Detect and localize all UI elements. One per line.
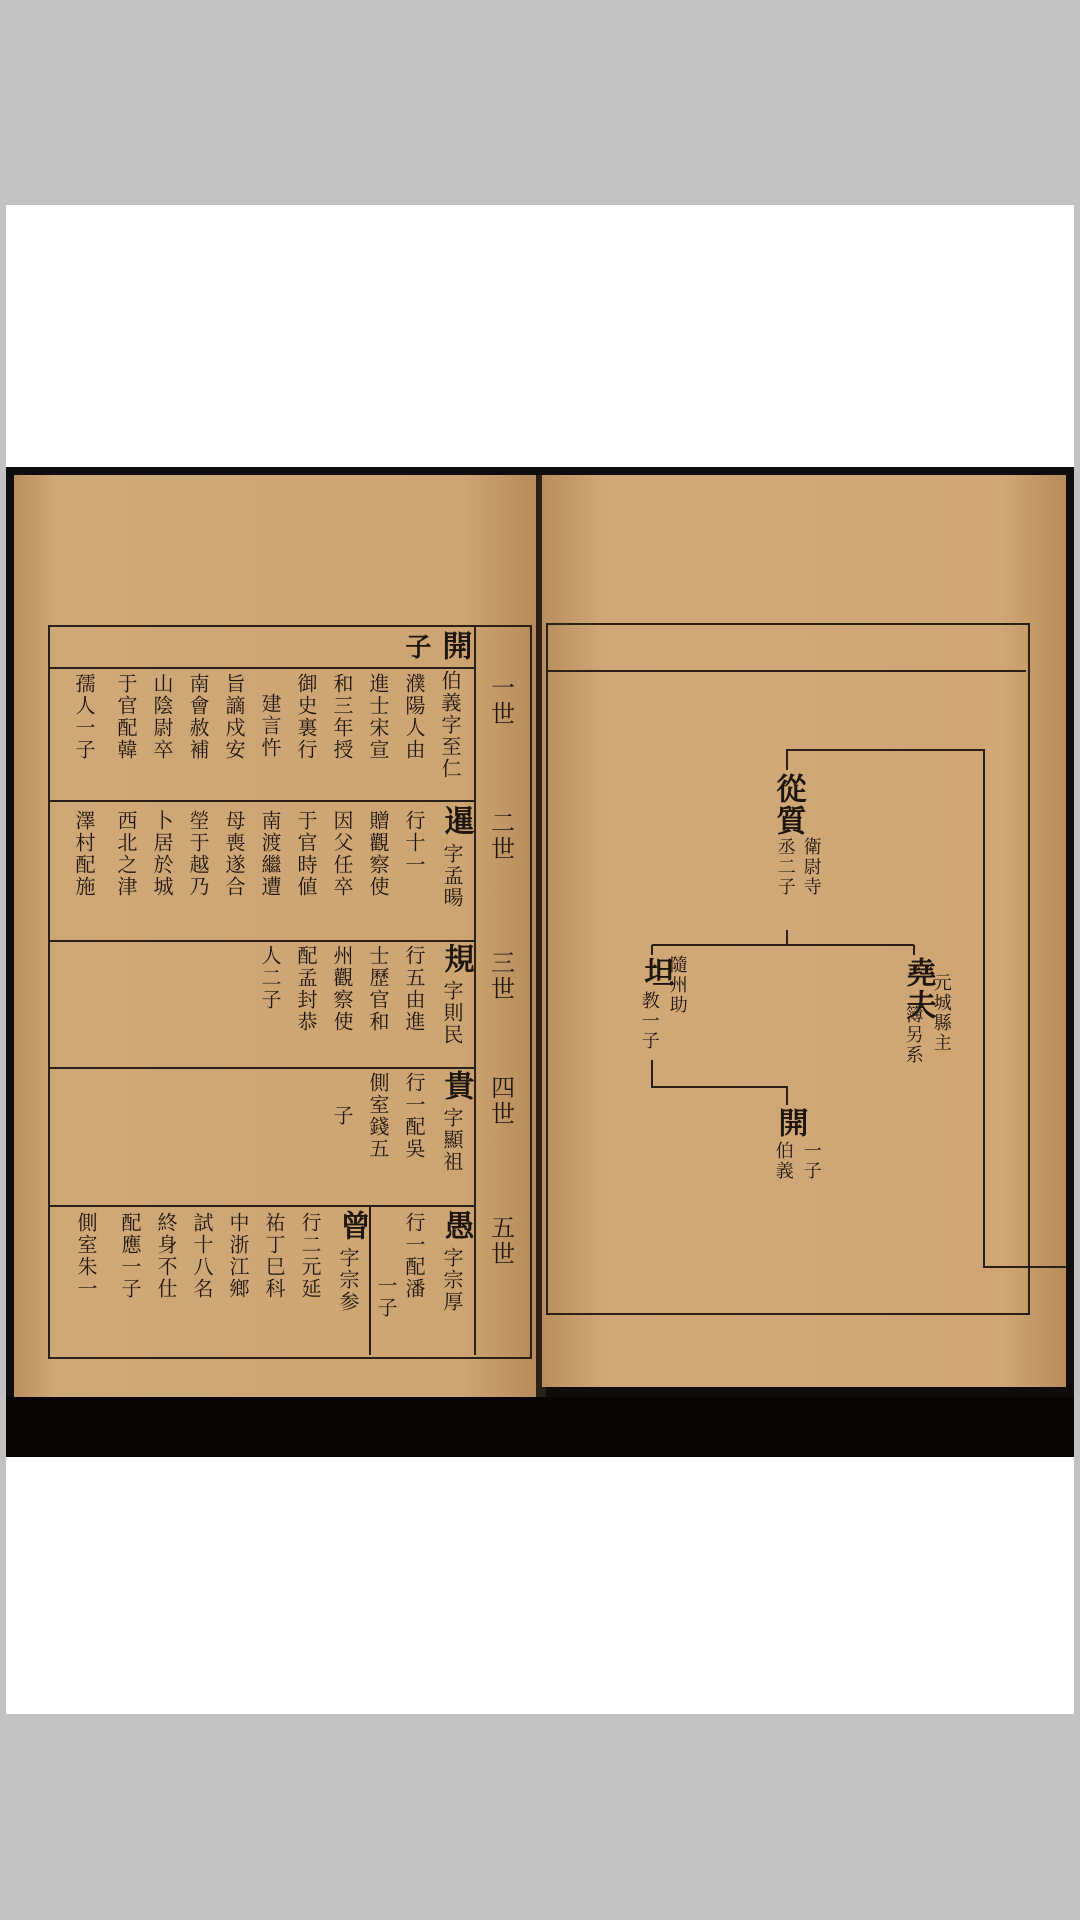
grandchild-name: 開 [772,1107,808,1139]
gen5b-line-5: 試十八名 [190,1212,214,1300]
gen2-line-5: 南渡繼遭 [258,810,282,898]
gen5b-line-8: 側室朱一 [74,1212,98,1300]
child-right-name: 堯夫 [900,957,936,1021]
gen4-line-1: 行一配吳 [402,1072,426,1160]
gen3-line-3: 州觀察使 [330,945,354,1033]
gen1-line-6: 旨謫戍安 [222,673,246,761]
gen5b-line-1: 字宗参 [336,1247,360,1313]
row-divider-4 [50,1205,474,1207]
gen5b-line-4: 中浙江鄉 [226,1212,250,1300]
gen2-detail: 字孟暘 [440,843,464,909]
gen1-line-10: 孺人一子 [72,673,96,761]
gen3-line-2: 士歷官和 [366,945,390,1033]
gen1-suffix: 子 [400,633,431,661]
gen3-line-1: 行五由進 [402,945,426,1033]
gen2-line-6: 母喪遂合 [222,810,246,898]
gen1-line-7: 南會赦補 [186,673,210,761]
gen5b-name: 曾 [334,1210,370,1242]
gen3-line-5: 人二子 [258,945,282,1011]
row-divider-3 [50,1067,474,1069]
gen1-line-2: 進士宋宣 [366,673,390,761]
gen3-line-4: 配孟封恭 [294,945,318,1033]
root-name: 從質 [770,773,806,837]
gen1-line-3: 和三年授 [330,673,354,761]
gen-label-5: 五世 [486,1215,515,1267]
gen-label-1: 一世 [486,675,515,727]
gen1-detail: 伯義字至仁 [438,670,462,780]
gen2-line-8: 卜居於城 [150,810,174,898]
gen1-line-1: 濮陽人由 [402,673,426,761]
gen-column-divider [474,627,476,1355]
gen3-name: 規 [438,943,474,975]
gen3-detail: 字則民 [440,980,464,1046]
gen4-name: 貴 [438,1070,474,1102]
root-note-1: 衛尉寺 [800,837,822,897]
gen2-line-4: 于官時値 [294,810,318,898]
gen2-line-10: 澤村配施 [72,810,96,898]
gen5b-line-6: 終身不仕 [154,1212,178,1300]
gen5-detail: 字宗厚 [440,1247,464,1313]
gen-label-3: 三世 [486,950,515,1002]
row-divider-top [50,667,474,669]
screen-frame [6,205,1074,1714]
gen5-line-1: 行一配潘 [402,1212,426,1300]
gen2-line-2: 贈觀察使 [366,810,390,898]
gen-label-4: 四世 [486,1075,515,1127]
gen4-detail: 字顯祖 [440,1107,464,1173]
gen2-name: 暹 [438,805,474,837]
child-left-note-1: 隨州助 [666,955,688,1015]
gen2-line-3: 因父任卒 [330,810,354,898]
gen2-line-9: 西北之津 [114,810,138,898]
row-divider-1 [50,800,474,802]
gen1-line-5: 建言忤 [258,693,282,759]
gen1-line-8: 山陰尉卒 [150,673,174,761]
child-right-note-2: 簿另系 [902,1005,924,1065]
gen2-line-7: 塋于越乃 [186,810,210,898]
tree-grandchild-link [652,1060,787,1105]
gen4-line-3: 子 [330,1105,354,1127]
gen1-name: 開 [436,630,472,662]
right-page [542,475,1066,1387]
gen5b-line-2: 行二元延 [298,1212,322,1300]
gen5-line-2: 一子 [374,1275,398,1319]
root-note-2: 丞二子 [774,837,796,897]
gen5b-line-3: 祐丁巳科 [262,1212,286,1300]
book-photo [6,467,1074,1457]
gen4-line-2: 側室錢五 [366,1072,390,1160]
grandchild-note-2: 伯義 [772,1141,794,1181]
grandchild-note-1: 一子 [800,1141,822,1181]
child-right-note-1: 元城縣主 [930,973,952,1053]
gen2-line-1: 行十一 [402,810,426,876]
gen5b-line-7: 配應一子 [118,1212,142,1300]
lineage-tree [542,475,1066,1387]
child-left-name: 坦 [638,957,674,989]
gen5-name: 愚 [438,1210,474,1242]
gen-label-2: 二世 [486,810,515,862]
child-left-note-2: 教一子 [638,991,660,1051]
gen1-line-9: 于官配韓 [114,673,138,761]
gen1-line-4: 御史裏行 [294,673,318,761]
book-shadow [6,1397,1074,1457]
row-divider-2 [50,940,474,942]
left-page [14,475,540,1397]
